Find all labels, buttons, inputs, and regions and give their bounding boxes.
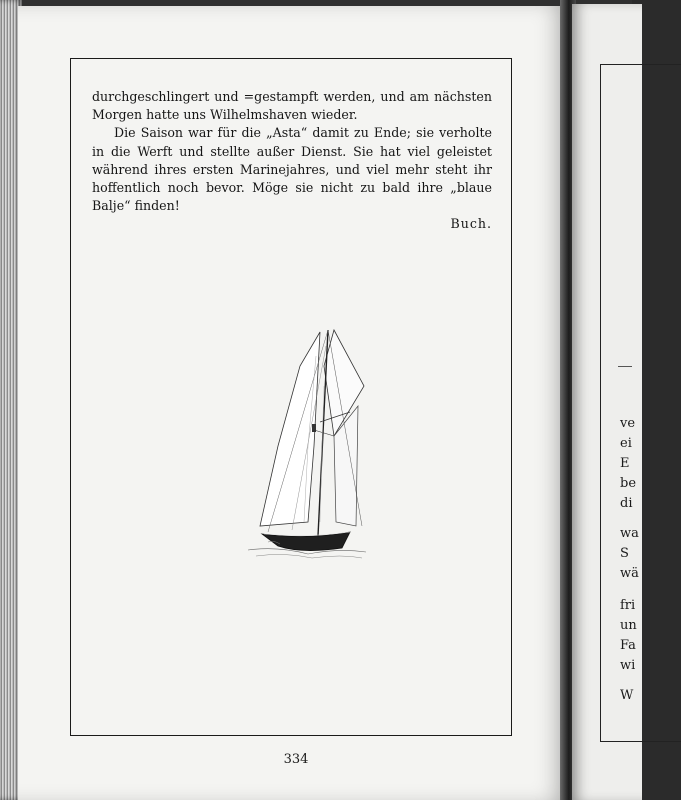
- facing-fragment: ei: [620, 436, 632, 451]
- facing-fragment: wä: [620, 566, 639, 581]
- paragraph-1: durchgeschlingert und =gestampft werden, und am nächsten Morgen hatte uns Wilhelmshaven wieder.: [92, 89, 492, 123]
- mainsail: [260, 332, 320, 526]
- facing-fragment: W: [620, 688, 634, 703]
- facing-fragment: Fa: [620, 638, 636, 653]
- author-signature: Buch.: [450, 216, 492, 232]
- facing-fragment: wa: [620, 526, 639, 541]
- facing-fragment: wi: [620, 658, 636, 673]
- facing-fragment: di: [620, 496, 633, 511]
- facing-fragment: be: [620, 476, 637, 491]
- facing-fragment: fri: [620, 598, 636, 613]
- facing-fragment: un: [620, 618, 637, 633]
- paragraph-2: Die Saison war für die „Asta“ damit zu Ende; sie verholte in die Werft und stellte außer Dienst. Sie hat viel geleistet während ihres ersten Marinejahres, und viel mehr steht ihr hoffentlich noch bevor. Möge sie nicht zu bald ihre „blaue Balje“ finden!: [92, 125, 492, 214]
- sailboat-illustration: [238, 326, 370, 562]
- facing-fragment: ve: [620, 416, 636, 431]
- right-page: [572, 4, 642, 800]
- facing-fragment: E: [620, 456, 630, 471]
- body-text: [92, 88, 492, 234]
- facing-text-frame: [600, 64, 681, 742]
- page-number: 334: [283, 752, 309, 767]
- facing-fragment: S: [620, 546, 629, 561]
- facing-ornament: [618, 366, 632, 367]
